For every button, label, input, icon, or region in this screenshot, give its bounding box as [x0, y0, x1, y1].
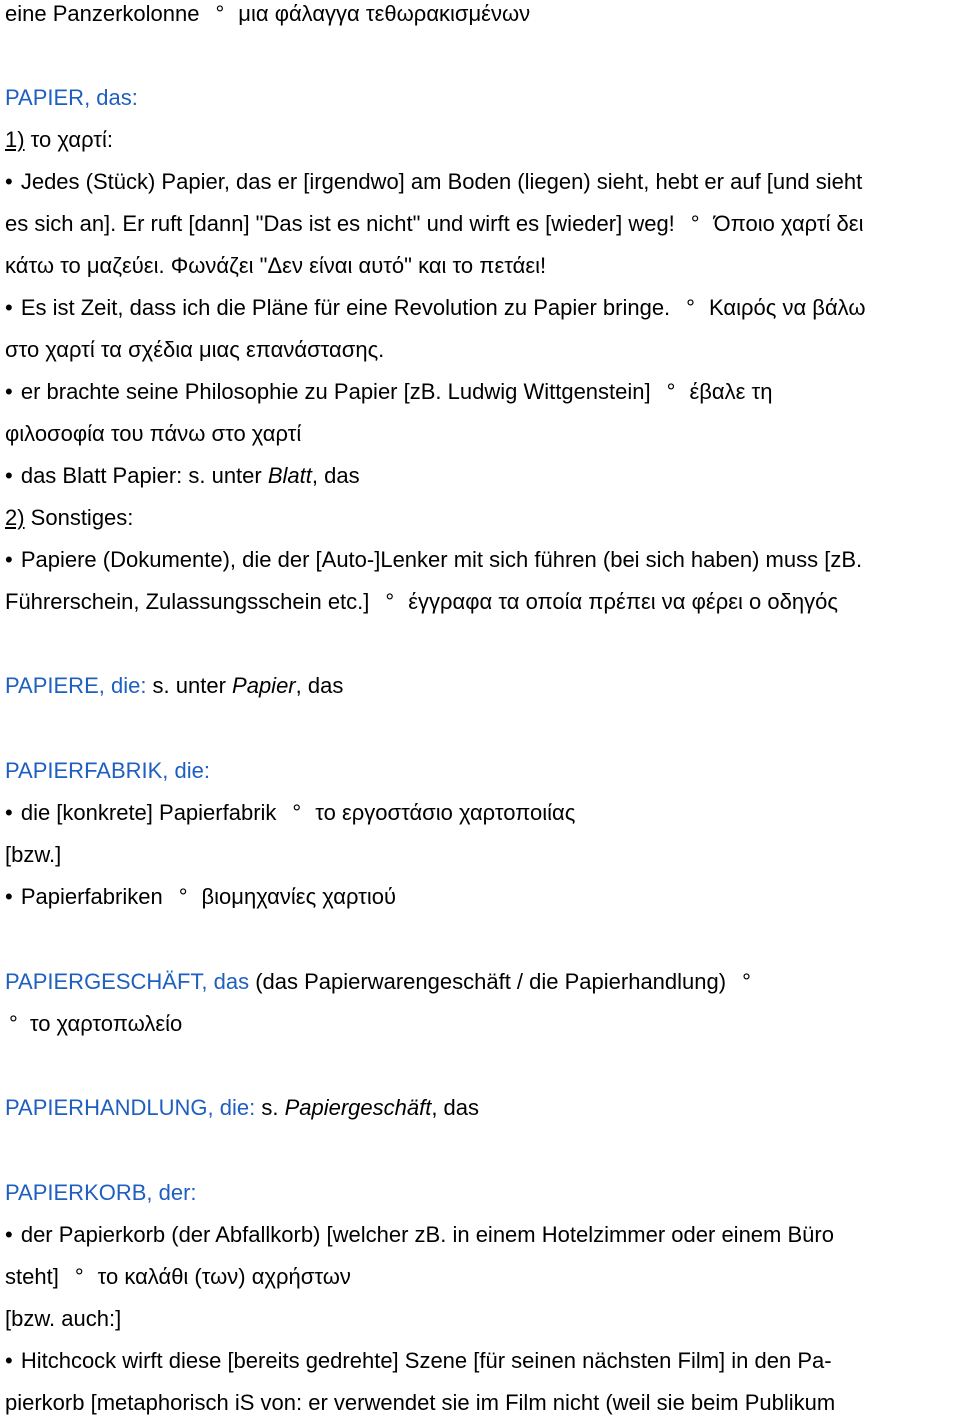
bullet-icon: •: [5, 1222, 13, 1247]
german-text: Papiere (Dokumente), die der [Auto-]Lenker mit sich führen (bei sich haben) muss [zB.: [20, 547, 863, 572]
bullet-icon: •: [5, 295, 13, 320]
sense-number: 2): [5, 505, 25, 530]
entry-line: [5, 1094, 479, 1122]
headword-papiergeschaeft: PAPIERGESCHÄFT, das: [5, 969, 250, 994]
german-text: Führerschein, Zulassungsschein etc.]: [5, 589, 370, 614]
greek-translation: Όποιο χαρτί δει: [713, 211, 864, 236]
bzw-label: [bzw. auch:]: [5, 1306, 122, 1331]
degree-separator: °: [690, 211, 700, 236]
german-text: er brachte seine Philosophie zu Papier [zB. Ludwig Wittgenstein]: [20, 379, 651, 404]
degree-separator: °: [215, 1, 225, 26]
greek-translation: έβαλε τη: [689, 379, 773, 404]
bullet-icon: •: [5, 884, 13, 909]
headword-papier: PAPIER, das:: [5, 85, 138, 110]
german-text: das Blatt Papier: s. unter: [20, 463, 268, 488]
example-line: [5, 252, 546, 280]
sense-number: 1): [5, 127, 25, 152]
degree-separator: °: [9, 1011, 18, 1036]
example-line: [5, 799, 575, 827]
sense-1-header: [5, 126, 113, 154]
headword-papiere: PAPIERE, die:: [5, 673, 147, 698]
bullet-icon: •: [5, 1348, 13, 1373]
cross-reference: Blatt: [267, 463, 312, 488]
headword-papierhandlung: PAPIERHANDLUNG, die:: [5, 1095, 256, 1120]
bullet-icon: •: [5, 800, 13, 825]
german-text: , das: [431, 1095, 480, 1120]
greek-translation: κάτω το μαζεύει. Φωνάζει "Δεν είναι αυτό" και το πετάει!: [5, 253, 547, 278]
german-text: s.: [255, 1095, 285, 1120]
german-text: s. unter: [146, 673, 233, 698]
greek-translation: το χαρτοπωλείο: [29, 1011, 183, 1036]
degree-separator: °: [74, 1264, 84, 1289]
example-line: [5, 1389, 835, 1417]
headword-papierfabrik: PAPIERFABRIK, die:: [5, 758, 211, 783]
example-line: [5, 462, 360, 490]
greek-translation: το εργοστάσιο χαρτοποιίας: [315, 800, 576, 825]
german-text: , das: [295, 673, 344, 698]
degree-separator: °: [666, 379, 676, 404]
german-text: der Papierkorb (der Abfallkorb) [welcher zB. in einem Hotelzimmer oder einem Büro: [20, 1222, 834, 1247]
german-text: es sich an]. Er ruft [dann] "Das ist es nicht" und wirft es [wieder] weg!: [5, 211, 675, 236]
german-text: , das: [311, 463, 360, 488]
greek-translation: φιλοσοφία του πάνω στο χαρτί: [5, 421, 302, 446]
greek-translation: στο χαρτί τα σχέδια μιας επανάστασης.: [5, 337, 385, 362]
bullet-icon: •: [5, 169, 13, 194]
german-text: steht]: [5, 1264, 59, 1289]
entry-line: [5, 968, 765, 996]
cross-reference: Papier: [232, 673, 296, 698]
german-text: die [konkrete] Papierfabrik: [20, 800, 277, 825]
example-line: [5, 378, 772, 406]
greek-translation: Καιρός να βάλω: [708, 295, 866, 320]
example-line: [5, 294, 866, 322]
degree-separator: °: [178, 884, 188, 909]
entry-line: [5, 672, 343, 700]
greek-translation: μια φάλαγγα τεθωρακισμένων: [238, 1, 531, 26]
degree-separator: °: [742, 969, 751, 994]
entry-line: [5, 0, 530, 28]
example-line: [5, 1347, 832, 1375]
german-text: (das Papierwarengeschäft / die Papierhandlung): [249, 969, 727, 994]
entry-line: [5, 1010, 182, 1038]
german-text: Es ist Zeit, dass ich die Pläne für eine Revolution zu Papier bringe.: [20, 295, 671, 320]
german-text: pierkorb [metaphorisch iS von: er verwendet sie im Film nicht (weil sie beim Publikum: [5, 1390, 836, 1415]
greek-translation: το καλάθι (των) αχρήστων: [97, 1264, 351, 1289]
german-text: Papierfabriken: [20, 884, 163, 909]
sense-label: Sonstiges:: [24, 505, 134, 530]
sense-2-header: [5, 504, 133, 532]
example-line: [5, 546, 862, 574]
example-line: [5, 1221, 834, 1249]
german-text: eine Panzerkolonne: [5, 1, 200, 26]
greek-translation: έγγραφα τα οποία πρέπει να φέρει ο οδηγός: [408, 589, 838, 614]
degree-separator: °: [385, 589, 395, 614]
example-line: [5, 168, 862, 196]
headword-papierkorb: PAPIERKORB, der:: [5, 1180, 197, 1205]
example-line: [5, 336, 384, 364]
bullet-icon: •: [5, 547, 13, 572]
example-line: [5, 588, 838, 616]
cross-reference: Papiergeschäft: [284, 1095, 432, 1120]
bullet-icon: •: [5, 379, 13, 404]
german-text: Hitchcock wirft diese [bereits gedrehte] Szene [für seinen nächsten Film] in den Pa-: [20, 1348, 832, 1373]
sense-label: το χαρτί:: [24, 127, 113, 152]
bzw-label: [bzw.]: [5, 842, 62, 867]
degree-separator: °: [686, 295, 695, 320]
example-line: [5, 883, 396, 911]
example-line: [5, 210, 864, 238]
german-text: Jedes (Stück) Papier, das er [irgendwo] am Boden (liegen) sieht, hebt er auf [und sieht: [20, 169, 863, 194]
greek-translation: βιομηχανίες χαρτιού: [201, 884, 397, 909]
example-line: [5, 420, 301, 448]
example-line: [5, 1263, 351, 1291]
degree-separator: °: [292, 800, 302, 825]
bullet-icon: •: [5, 463, 13, 488]
